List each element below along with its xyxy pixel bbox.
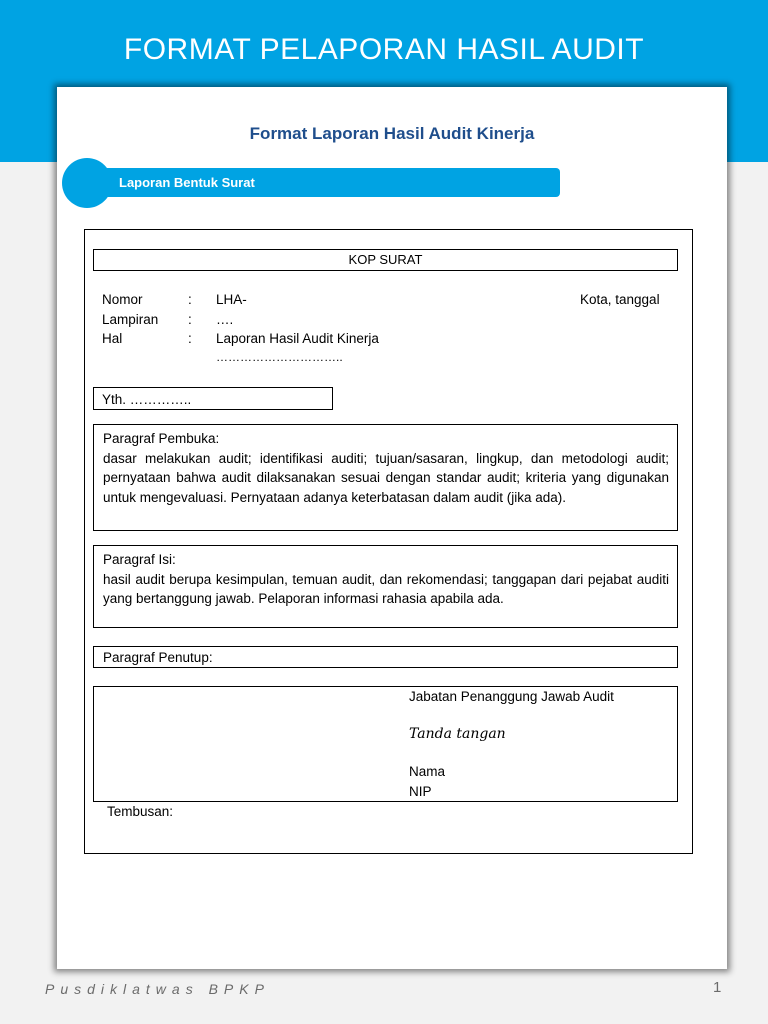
signer-title: Jabatan Penanggung Jawab Audit	[409, 689, 614, 704]
section-label-circle	[62, 158, 112, 208]
paragraf-isi-box	[93, 545, 678, 628]
document-heading: Format Laporan Hasil Audit Kinerja	[249, 124, 535, 143]
field-colon: :	[188, 292, 192, 307]
paragraf-penutup-box: Paragraf Penutup:	[93, 646, 678, 668]
paragraf-isi-body: hasil audit berupa kesimpulan, temuan audit, dan rekomendasi; tanggapan dari pejabat auditi yang bertanggung jawab. Pelaporan informasi rahasia apabila ada.	[103, 571, 669, 606]
kop-surat-box: KOP SURAT	[93, 249, 678, 271]
paragraf-pembuka-body: dasar melakukan audit; identifikasi auditi; tujuan/sasaran, lingkup, dan metodologi audit; pernyataan bahwa audit dilaksanakan sesuai dengan standar audit; kriteria yang digunakan untuk mengevaluasi. Pernyataan adanya keterbatasan dalam audit (jika ada).	[103, 450, 669, 505]
footer-organization: Pusdiklatwas BPKP	[45, 981, 270, 997]
page-number: 1	[713, 979, 722, 996]
field-label-hal: Hal	[102, 331, 123, 346]
section-label-text: Laporan Bentuk Surat	[119, 175, 255, 190]
paragraf-isi-title: Paragraf Isi:	[103, 552, 176, 567]
field-label-nomor: Nomor	[102, 292, 143, 307]
tembusan-label: Tembusan:	[107, 804, 174, 819]
signer-name: Nama	[409, 764, 446, 779]
place-date: Kota, tanggal	[580, 292, 660, 307]
hal-dots: …………………………..	[216, 350, 343, 364]
field-colon: :	[188, 331, 192, 346]
signer-nip: NIP	[409, 784, 432, 799]
slide-title: FORMAT PELAPORAN HASIL AUDIT	[123, 33, 645, 66]
paragraf-pembuka-box	[93, 424, 678, 531]
field-value-lampiran: ….	[216, 312, 234, 327]
recipient-text: Yth. …………..	[102, 392, 192, 407]
field-label-lampiran: Lampiran	[102, 312, 159, 327]
field-value-hal: Laporan Hasil Audit Kinerja	[216, 331, 379, 346]
paragraf-pembuka-title: Paragraf Pembuka:	[103, 431, 220, 446]
field-value-nomor: LHA-	[216, 292, 247, 307]
field-colon: :	[188, 312, 192, 327]
signature-placeholder: Tanda tangan	[409, 726, 506, 742]
